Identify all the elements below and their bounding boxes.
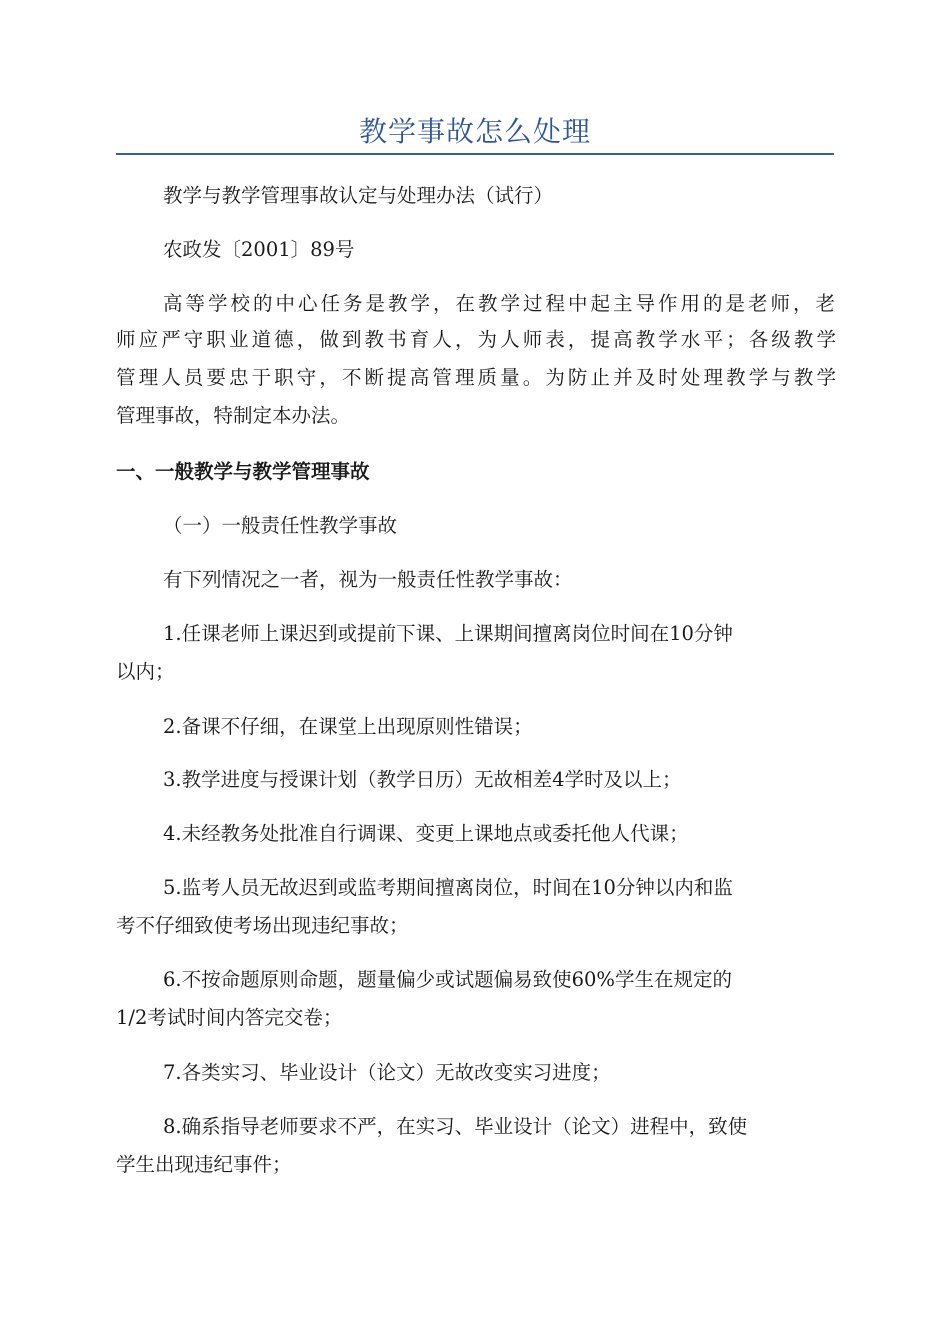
intro-line-2: 师应严守职业道德，做到教书育人，为人师表，提高教学水平；各级教学 [116,328,836,351]
document-subtitle: 教学与教学管理事故认定与处理办法（试行） [163,184,554,207]
list-item-1-line-2: 以内； [116,660,175,683]
intro-line-4: 管理事故，特制定本办法。 [116,404,351,427]
section-heading: 一、一般教学与教学管理事故 [116,460,370,483]
list-item-3: 3.教学进度与授课计划（教学日历）无故相差4学时及以上； [163,768,682,791]
subsection-heading: （一）一般责任性教学事故 [163,514,398,537]
document-title: 教学事故怎么处理 [358,115,591,148]
list-item-2: 2.备课不仔细，在课堂上出现原则性错误； [163,715,533,738]
list-item-8-line-1: 8.确系指导老师要求不严，在实习、毕业设计（论文）进程中，致使 [163,1115,748,1138]
lead-in-text: 有下列情况之一者，视为一般责任性教学事故： [163,568,573,591]
list-item-7: 7.各类实习、毕业设计（论文）无故改变实习进度； [163,1061,611,1084]
list-item-5-line-1: 5.监考人员无故迟到或监考期间擅离岗位，时间在10分钟以内和监 [163,876,733,899]
list-item-6-line-1: 6.不按命题原则命题，题量偏少或试题偏易致使60%学生在规定的 [163,968,732,991]
list-item-6-line-2: 1/2考试时间内答完交卷； [116,1006,343,1029]
document-number: 农政发〔2001〕89号 [163,238,355,261]
list-item-5-line-2: 考不仔细致使考场出现违纪事故； [116,914,409,937]
list-item-8-line-2: 学生出现违纪事件； [116,1153,292,1176]
list-item-4: 4.未经教务处批准自行调课、变更上课地点或委托他人代课； [163,822,689,845]
intro-line-3: 管理人员要忠于职守，不断提高管理质量。为防止并及时处理教学与教学 [116,366,836,389]
intro-line-1: 高等学校的中心任务是教学，在教学过程中起主导作用的是老师，老 [163,292,835,315]
list-item-1-line-1: 1.任课老师上课迟到或提前下课、上课期间擅离岗位时间在10分钟 [163,622,733,645]
title-underline [116,153,834,155]
